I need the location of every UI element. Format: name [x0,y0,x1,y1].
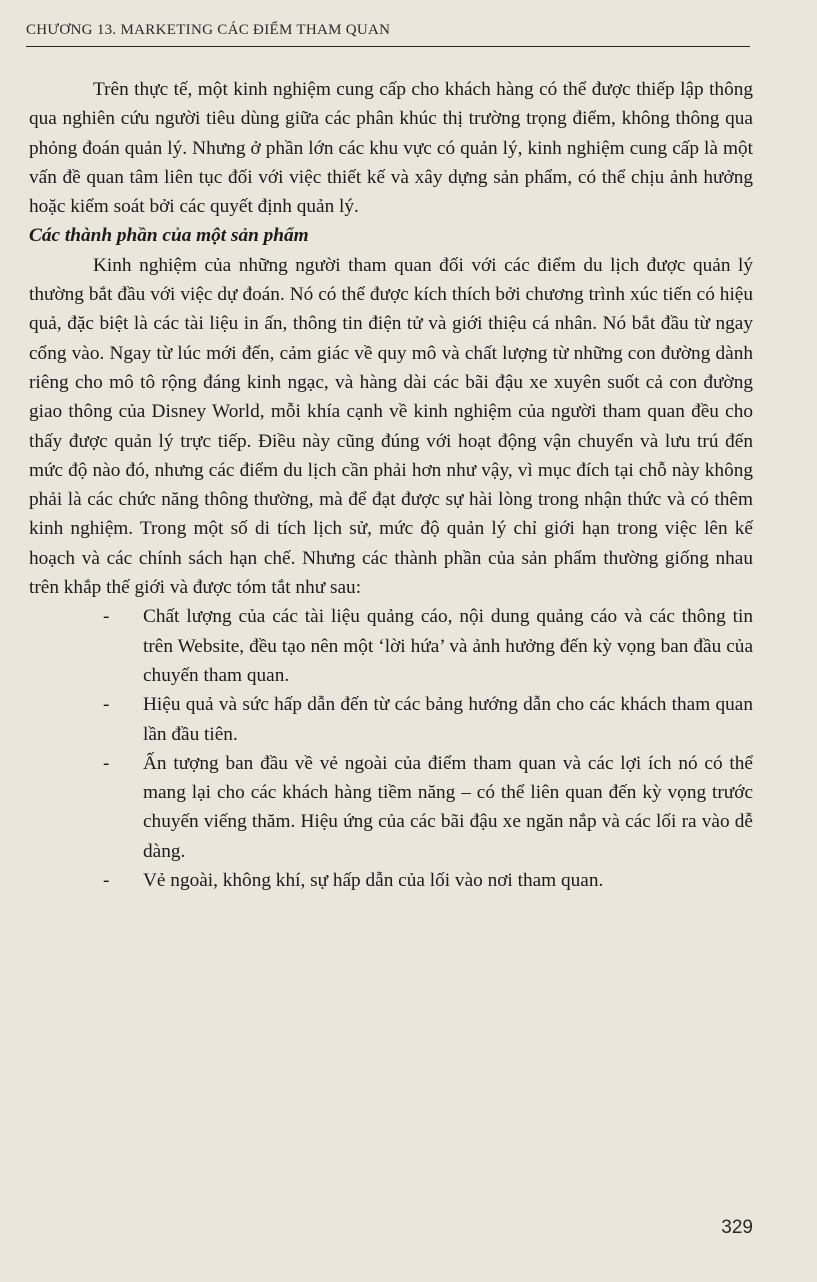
bullet-dash: - [103,606,110,628]
section-heading: Các thành phần của một sản phẩm [29,225,309,247]
bullet-text: Chất lượng của các tài liệu quảng cáo, nội dung quảng cáo và các thông tin trên Website, đều tạo nên một ‘lời hứa’ và ảnh hưởng đến kỳ vọng ban đầu của chuyến tham quan. [143,606,753,686]
list-item [29,749,753,866]
bullet-dash: - [103,870,110,892]
page-body [29,75,753,895]
header-rule [26,46,750,47]
bullet-text: Ấn tượng ban đầu về vẻ ngoài của điểm tham quan và các lợi ích nó có thể mang lại cho các khách hàng tiềm năng – có thể liên quan đến kỳ vọng trước chuyến viếng thăm. Hiệu ứng của các bãi đậu xe ngăn nắp và các lối ra vào dễ dàng. [143,752,753,862]
bullet-dash: - [103,694,110,716]
list-item [29,602,753,690]
bullet-text: Hiệu quả và sức hấp dẫn đến từ các bảng hướng dẫn cho các khách tham quan lần đầu tiên. [143,694,753,745]
paragraph: Trên thực tế, một kinh nghiệm cung cấp cho khách hàng có thể được thiếp lập thông qua nghiên cứu người tiêu dùng giữa các phân khúc thị trường trọng điểm, không thông qua phỏng đoán quản lý. Nhưng ở phần lớn các khu vực có quản lý, kinh nghiệm cung cấp là một vấn đề quan tâm liên tục đối với việc thiết kế và xây dựng sản phẩm, có thể chịu ảnh hưởng hoặc kiểm soát bởi các quyết định quản lý. [29,79,753,218]
running-header: CHƯƠNG 13. MARKETING CÁC ĐIỂM THAM QUAN [26,22,391,38]
page-number: 329 [721,1217,753,1238]
bullet-text: Vẻ ngoài, không khí, sự hấp dẫn của lối vào nơi tham quan. [143,870,604,892]
list-item [29,866,753,895]
paragraph: Kinh nghiệm của những người tham quan đối với các điểm du lịch được quản lý thường bắt đầu với việc dự đoán. Nó có thể được kích thích bởi chương trình xúc tiến có hiệu quả, đặc biệt là các tài liệu in ấn, thông tin điện tử và giới thiệu cá nhân. Nó bắt đầu từ ngay cổng vào. Ngay từ lúc mới đến, cảm giác về quy mô và chất lượng từ những con đường dành riêng cho mô tô rộng đáng kinh ngạc, và hàng dài các bãi đậu xe xuyên suốt cả con đường giao thông của Disney World, mỗi khía cạnh về kinh nghiệm của người tham quan đều cho thấy được quản lý trực tiếp. Điều này cũng đúng với hoạt động vận chuyển và lưu trú đến mức độ nào đó, nhưng các điểm du lịch cần phải hơn như vậy, vì mục đích tại chỗ này không phải là các chức năng thông thường, mà để đạt được sự hài lòng trong nhận thức và có thêm kinh nghiệm. Trong một số di tích lịch sử, mức độ quản lý chỉ giới hạn trong việc lên kế hoạch và các chính sách hạn chế. Nhưng các thành phần của sản phẩm thường giống nhau trên khắp thế giới và được tóm tắt như sau: [29,254,753,599]
bullet-list [29,602,753,895]
bullet-dash: - [103,752,110,774]
list-item [29,690,753,749]
